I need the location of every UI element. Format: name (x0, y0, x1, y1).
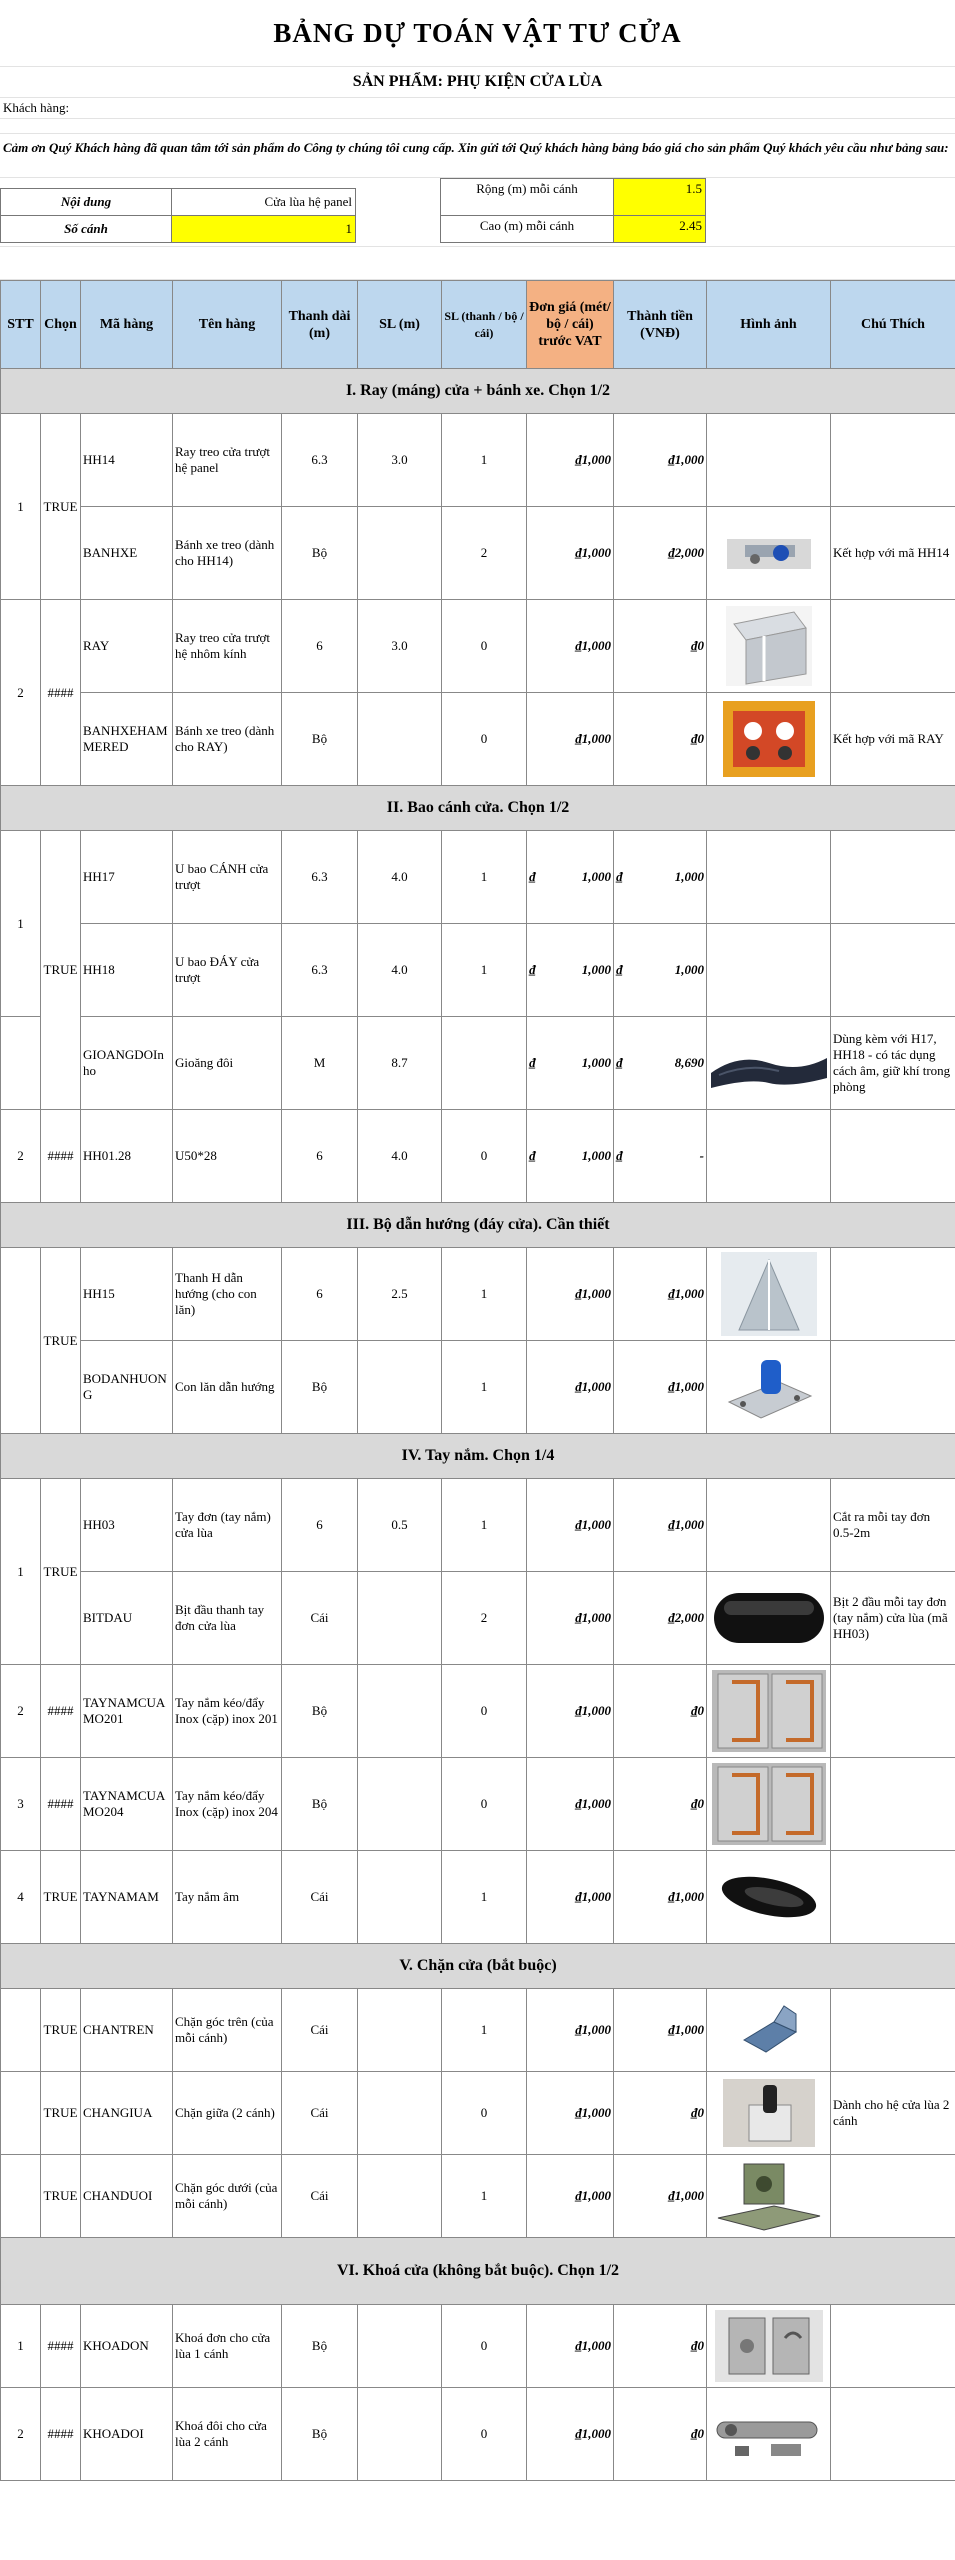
customer-label: Khách hàng: (0, 98, 955, 119)
col-thanh-tien: Thành tiền (VNĐ) (614, 281, 707, 369)
table-row[interactable]: TRUE CHANGIUA Chặn giữa (2 cánh) Cái 0 ₫1,000 ₫0 Dành cho hệ cửa lùa 2 cánh (1, 2072, 955, 2155)
table-row[interactable]: TRUE CHANTREN Chặn góc trên (của mỗi cánh) Cái 1 ₫1,000 ₫1,000 (1, 1989, 955, 2072)
col-chu-thich: Chú Thích (831, 281, 955, 369)
select-cell[interactable]: TRUE (41, 1479, 81, 1665)
select-cell[interactable]: TRUE (41, 831, 81, 1110)
select-cell[interactable]: TRUE (41, 1248, 81, 1434)
guide-roller-image (709, 1341, 828, 1433)
col-sl: SL (m) (358, 281, 442, 369)
select-cell[interactable]: #### (41, 1758, 81, 1851)
section-header: II. Bao cánh cửa. Chọn 1/2 (1, 786, 955, 831)
single-lock-image (709, 2305, 828, 2387)
push-pull-handle-201-image (709, 1665, 828, 1757)
cao-label: Cao (m) mỗi cánh (440, 215, 614, 243)
select-cell[interactable]: TRUE (41, 2155, 81, 2238)
col-thanh: Thanh dài (m) (282, 281, 358, 369)
push-pull-handle-204-image (709, 1758, 828, 1850)
section-header: I. Ray (máng) cửa + bánh xe. Chọn 1/2 (1, 369, 955, 414)
so-canh-label: Số cánh (0, 215, 172, 243)
select-cell[interactable]: #### (41, 1110, 81, 1203)
table-row[interactable]: TRUE CHANDUOI Chặn góc dưới (của mỗi cánh) Cái 1 ₫1,000 ₫1,000 (1, 2155, 955, 2238)
select-cell[interactable]: TRUE (41, 2072, 81, 2155)
select-cell[interactable]: #### (41, 600, 81, 786)
col-ma: Mã hàng (81, 281, 173, 369)
col-stt: STT (1, 281, 41, 369)
table-row[interactable]: HH18 U bao ĐÁY cửa trượt 6.3 4.0 1 ₫ 1,000 ₫ 1,000 (1, 924, 955, 1017)
table-row[interactable]: BODANHUONG Con lăn dẫn hướng Bộ 1 ₫1,000 ₫1,000 (1, 1341, 955, 1434)
col-don-gia: Đơn giá (mét/ bộ / cái) trước VAT (527, 281, 614, 369)
select-cell[interactable]: #### (41, 2305, 81, 2388)
middle-stopper-image (709, 2072, 828, 2154)
table-row[interactable]: 1 TRUE HH03 Tay đơn (tay nắm) cửa lùa 6 0.5 1 ₫1,000 ₫1,000 Cắt ra mỗi tay đơn 0.5-2m (1, 1479, 955, 1572)
header-row (1, 281, 955, 369)
cao-input[interactable]: 2.45 (613, 215, 706, 243)
col-slt: SL (thanh / bộ / cái) (442, 281, 527, 369)
select-cell[interactable]: TRUE (41, 1851, 81, 1944)
col-chon: Chọn (41, 281, 81, 369)
end-cap-image (709, 1572, 828, 1664)
table-row[interactable]: 3 #### TAYNAMCUAMO204 Tay nắm kéo/đẩy Inox (cặp) inox 204 Bộ 0 ₫1,000 ₫0 (1, 1758, 955, 1851)
wheel-image (709, 507, 828, 599)
table-row[interactable]: TRUE HH15 Thanh H dẫn hướng (cho con lăn) 6 2.5 1 ₫1,000 ₫1,000 (1, 1248, 955, 1341)
rail-image (709, 600, 828, 692)
gasket-image (709, 1017, 828, 1109)
so-canh-input[interactable]: 1 (171, 215, 356, 243)
double-lock-image (709, 2388, 828, 2480)
page-title: BẢNG DỰ TOÁN VẬT TƯ CỬA (0, 0, 955, 67)
table-row[interactable]: 1 TRUE HH17 U bao CÁNH cửa trượt 6.3 4.0 1 ₫ 1,000 ₫ 1,000 (1, 831, 955, 924)
section-header: IV. Tay nắm. Chọn 1/4 (1, 1434, 955, 1479)
intro-note: Cảm ơn Quý Khách hàng đã quan tâm tới sản phẩm do Công ty chúng tôi cung cấp. Xin gửi tới Quý khách hàng bảng báo giá cho sản phẩm Quý khách yêu cầu như bảng sau: (0, 134, 955, 178)
select-cell[interactable]: TRUE (41, 414, 81, 600)
table-row[interactable]: 1 TRUE HH14 Ray treo cửa trượt hệ panel 6.3 3.0 1 ₫1,000 ₫1,000 (1, 414, 955, 507)
table-row[interactable]: 2 #### KHOADOI Khoá đôi cho cửa lùa 2 cánh Bộ 0 ₫1,000 ₫0 (1, 2388, 955, 2481)
rong-input[interactable]: 1.5 (613, 178, 706, 216)
noi-dung-value[interactable]: Cửa lùa hệ panel (171, 188, 356, 216)
recessed-handle-image (709, 1851, 828, 1943)
top-stopper-image (709, 1989, 828, 2071)
select-cell[interactable]: TRUE (41, 1989, 81, 2072)
noi-dung-label: Nội dung (0, 188, 172, 216)
bottom-stopper-image (709, 2155, 828, 2237)
table-row[interactable]: 2 #### RAY Ray treo cửa trượt hệ nhôm kính 6 3.0 0 ₫1,000 ₫0 (1, 600, 955, 693)
table-row[interactable]: 1 #### KHOADON Khoá đơn cho cửa lùa 1 cánh Bộ 0 ₫1,000 ₫0 (1, 2305, 955, 2388)
hammered-wheel-image (709, 693, 828, 785)
table-row[interactable]: BITDAU Bịt đầu thanh tay đơn cửa lùa Cái 2 ₫1,000 ₫2,000 Bịt 2 đầu mỗi tay đơn (tay nắm) cửa lùa (mã HH03) (1, 1572, 955, 1665)
parameters-block (0, 178, 955, 247)
table-row[interactable]: BANHXEHAMMERED Bánh xe treo (dành cho RAY) Bộ 0 ₫1,000 ₫0 Kết hợp với mã RAY (1, 693, 955, 786)
section-header: III. Bộ dẫn hướng (đáy cửa). Cần thiết (1, 1203, 955, 1248)
select-cell[interactable]: #### (41, 1665, 81, 1758)
table-row[interactable]: BANHXE Bánh xe treo (dành cho HH14) Bộ 2 ₫1,000 ₫2,000 Kết hợp với mã HH14 (1, 507, 955, 600)
section-header: V. Chặn cửa (bắt buộc) (1, 1944, 955, 1989)
select-cell[interactable]: #### (41, 2388, 81, 2481)
estimate-table (0, 280, 955, 2481)
table-row[interactable]: 2 #### TAYNAMCUAMO201 Tay nắm kéo/đẩy Inox (cặp) inox 201 Bộ 0 ₫1,000 ₫0 (1, 1665, 955, 1758)
rong-label: Rộng (m) mỗi cánh (440, 178, 614, 216)
col-hinh: Hình ảnh (707, 281, 831, 369)
h-bar-image (709, 1248, 828, 1340)
product-subtitle: SẢN PHẨM: PHỤ KIỆN CỬA LÙA (0, 67, 955, 98)
table-row[interactable]: GIOANGDOInho Gioăng đôi M 8.7 ₫ 1,000 ₫ 8,690 Dùng kèm với H17, HH18 - có tác dụng cách âm, giữ khí trong phòng (1, 1017, 955, 1110)
table-row[interactable]: 4 TRUE TAYNAMAM Tay nắm âm Cái 1 ₫1,000 ₫1,000 (1, 1851, 955, 1944)
col-ten: Tên hàng (173, 281, 282, 369)
section-header: VI. Khoá cửa (không bắt buộc). Chọn 1/2 (1, 2238, 955, 2305)
table-row[interactable]: 2 #### HH01.28 U50*28 6 4.0 0 ₫ 1,000 ₫ - (1, 1110, 955, 1203)
